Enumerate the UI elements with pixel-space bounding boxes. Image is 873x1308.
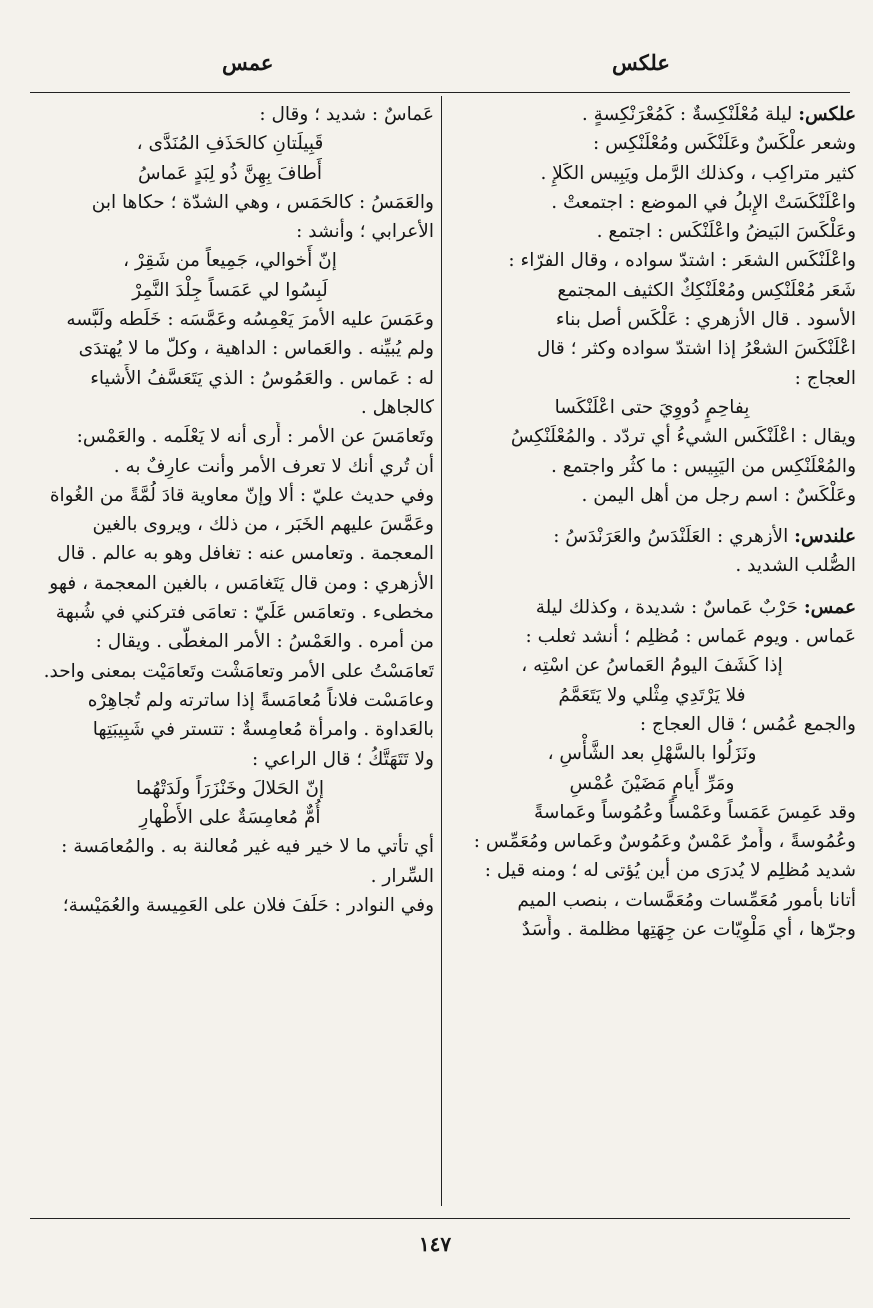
text-line: وجرّها ، أي مَلْوِيّات عن جِهَتِها مظلمة . وأَسَدٌ [521, 919, 856, 941]
text-line: وعَمَّسَ عليهم الخَبَر ، من ذلك ، ويروى بالغين [92, 514, 434, 536]
right-column [448, 100, 856, 1208]
text-line: من أمره . والعَمْسُ : الأمر المغطّى . ويقال : [95, 631, 434, 653]
text-line: ولا تَتَهَتَّكُ ؛ قال الراعي : [252, 748, 434, 770]
text-line: واعْلَنْكَس الشعَر : اشتدّ سواده ، وقال الفرّاء : [508, 250, 856, 272]
verse-line: إذا كَشَفَ اليومُ العَماسُ عن اسْتِه ، [521, 655, 783, 677]
text-line: اعْلَنْكَسَ الشعْرُ إذا اشتدّ سواده وكثر ؛ قال [536, 338, 856, 360]
top-rule [30, 92, 850, 93]
entry-headword: عمس: [803, 596, 856, 618]
text-line: الصُّلب الشديد . [735, 555, 856, 577]
entry-gap [448, 510, 856, 522]
column-separator [441, 96, 442, 1206]
text-line: ويقال : اعْلَنْكَس الشيءُ أي تردّد . والمُعْلَنْكِسُ [510, 426, 856, 448]
text-line: وتَعامَسَ عن الأمر : أَرى أنه لا يَعْلَمه . والعَمْس: [76, 426, 434, 448]
entry-headword: علندس: [794, 526, 856, 548]
text-line: واعْلَنْكَسَتْ الإِبلُ في الموضع : اجتمعتْ . [551, 191, 856, 213]
text-line: أن تُري أنك لا تعرف الأمر وأنت عارِفٌ به . [113, 455, 434, 477]
text-line: له : عَماس . والعَمُوسُ : الذي يَتَعَسَّفُ الأَشياء [90, 367, 434, 389]
entry-text: ليلة مُعْلَنْكِسةٌ : كَمُعْرَنْكِسةٍ . [581, 104, 799, 125]
text-line: وقد عَمِسَ عَمَساً وعَمْساً وعُمُوساً وعَماسةً [534, 801, 856, 823]
verse-line: لَبِسُوا لي عَمَساً جِلْدَ النَّمِرْ [132, 279, 328, 301]
text-line: الأسود . قال الأزهري : عَلْكَس أصل بناء [555, 309, 856, 331]
text-line: والمُعْلَنْكِس من اليَبِيس : ما كثُر واجتمع . [551, 455, 856, 477]
verse-line: ومَرِّ أَيامٍ مَضَيْنَ عُمْسِ [569, 772, 735, 794]
page-number: ١٤٧ [418, 1232, 452, 1256]
entry-headword: علكس: [798, 104, 856, 125]
entry-gap [448, 581, 856, 593]
verse-line: إنّ أَخوالي، جَمِيعاً من شَقِرْ ، [123, 250, 337, 272]
verse-line: أُمٌّ مُعامِسَةٌ على الأَطْهارِ [139, 807, 321, 829]
text-line: ولم يُبيِّنه . والعَماس : الداهية ، وكلّ ما لا يُهتدَى [78, 338, 434, 360]
text-line: وعَلْكَسٌ : اسم رجل من أهل اليمن . [581, 484, 856, 506]
text-line: أتانا بأُمور مُعَمِّسات ومُعَمَّسات ، بنصب الميم [517, 889, 856, 911]
text-line: الأزهري : ومن قال يَتَغامَس ، بالغين المعجمة ، فهو [49, 572, 434, 594]
text-line: عَماس . ويوم عَماس : مُظلِم ؛ أنشد ثعلب : [525, 626, 856, 648]
text-line: وعَمَسَ عليه الأمرَ يَعْمِسُه وعَمَّسَه : خَلَطه ولَبَّسه [66, 309, 434, 331]
text-line: وفي النوادر : حَلَفَ فلان على العَمِيسة والعُمَيْسة؛ [62, 895, 434, 917]
text-line: مخطىء . وتعامَس عَلَيّ : تعامَى فتركني في شُبهة [55, 602, 434, 624]
verse-line: قَبِيلَتانِ كالحَذَفِ المُنَدَّى ، [136, 133, 324, 155]
text-line: تَعامَسْتُ على الأمر وتعامَشْت وتَعامَيْت بمعنى واحد. [43, 660, 434, 682]
text-line: العجاج : [794, 367, 856, 389]
entry-text: الأزهري : العَلَنْدَسُ والعَرَنْدَسُ : [553, 526, 795, 548]
text-line: شديد مُظلِم لا يُدرَى من أين يُؤتى له ؛ ومنه قيل : [484, 860, 856, 882]
running-head-right: علكس [612, 50, 670, 75]
text-line: المعجمة . وتعامس عنه : تغافل وهو به عالم . قال [57, 543, 434, 565]
verse-line: أَطافَ بِهِنَّ ذُو لِبَدٍ عَماسُ [137, 162, 322, 184]
text-line: وفي حديث عليّ : ألا وإنّ معاوية قادَ لُمَّةً من الغُواة [49, 484, 434, 506]
text-line: وعُمُوسةً ، وأَمرٌ عَمْسٌ وعَمُوسٌ وعَماس ومُعَمِّس : [473, 831, 856, 853]
text-line: وعَلْكَسَ البَيضُ واعْلَنْكَس : اجتمع . [596, 221, 856, 243]
text-line: عَماسٌ : شديد ؛ وقال : [259, 104, 434, 125]
text-line [448, 522, 856, 551]
verse-line: إنّ الحَلالَ وخَنْزَرَاً ولَدَتْهُما [135, 777, 325, 799]
text-line: وشعر علْكَسٌ وعَلَنْكَس ومُعْلَنْكِس : [592, 133, 856, 155]
text-line: كالجاهل . [360, 396, 434, 418]
text-line: كثير متراكِب ، وكذلك الرَّمل ويَبِيس الكَلإِ . [540, 162, 856, 184]
text-line: شَعَر مُعْلَنْكِس ومُعْلَنْكِكٌ الكثيف المجتمع [557, 279, 856, 301]
text-line: بالعَداوة . وامرأة مُعامِسةٌ : تتستر في شَبِيبَتِها [92, 719, 434, 741]
text-line: السِّرار . [370, 865, 434, 887]
text-line: وعامَسْت فلاناً مُعامَسةً إذا ساترته ولم تُجاهِرْه [87, 689, 434, 711]
verse-line: بِفاحِمٍ دُووِيَ حتى اعْلَنْكَسا [554, 396, 750, 418]
text-line [448, 593, 856, 622]
verse-line: ونَزَلُوا بالسَّهْلِ بعد الشَّأْسِ ، [547, 743, 757, 765]
left-column [26, 100, 434, 1208]
text-line: الأعرابي ؛ وأنشد : [296, 221, 434, 243]
entry-text: حَرْبٌ عَماسٌ : شديدة ، وكذلك ليلة [535, 596, 804, 618]
text-line [448, 100, 856, 129]
text-line: والعَمَسُ : كالحَمَس ، وهي الشدّة ؛ حكاها ابن [91, 191, 434, 213]
running-head-left: عمس [222, 50, 274, 75]
text-line: والجمع عُمُس ؛ قال العجاج : [639, 713, 856, 735]
text-line: أي تأتي ما لا خير فيه غير مُعالنة به . والمُعامَسة : [61, 836, 434, 858]
verse-line: فلا يَرْتَدِي مِثْلي ولا يَتَعَمَّمُ [558, 684, 746, 706]
bottom-rule [30, 1218, 850, 1219]
